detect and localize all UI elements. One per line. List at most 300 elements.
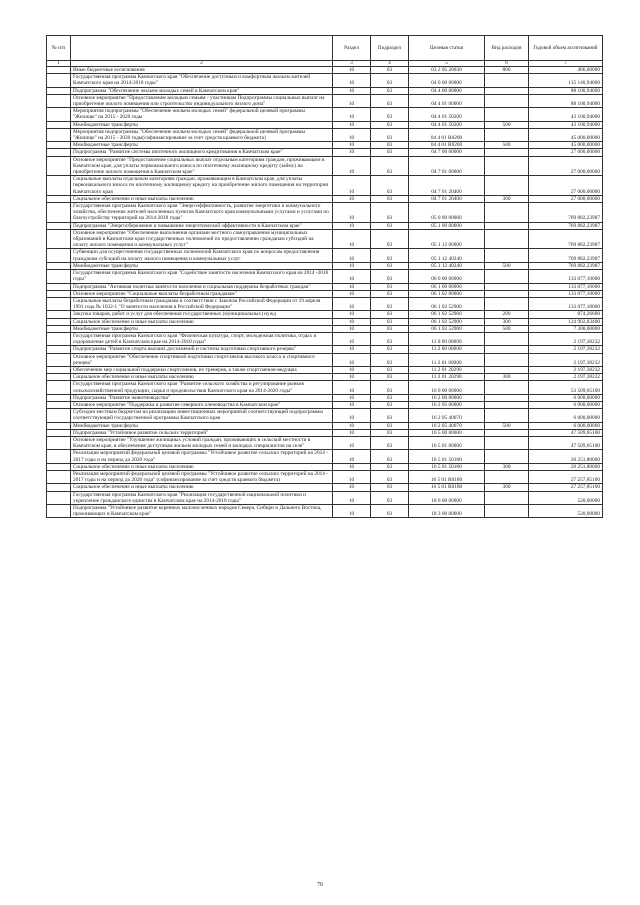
cell-subsection: 03 <box>371 463 409 470</box>
cell-target-article: 03 2 05 20030 <box>409 67 485 74</box>
cell-target-article: 16 5 01 R0180 <box>409 470 485 483</box>
cell-name: Закупка товаров, работ и услуг для обеспечения государственных (муниципальных) нужд <box>71 311 333 318</box>
cell-subsection: 03 <box>371 297 409 310</box>
cell-amount: 20 251,80000 <box>529 450 603 463</box>
table-row <box>47 156 603 176</box>
cell-amount: 769 882,23987 <box>529 262 603 269</box>
cell-name: Государственная программа Камчатского края "Содействие занятости населения Камчатского края на 2014 -2018 годы" <box>71 270 333 283</box>
cell-name: Межбюджетные трансферты <box>71 422 333 429</box>
table-row <box>47 311 603 318</box>
cell-section: 10 <box>333 67 371 74</box>
cell-num <box>47 332 71 345</box>
cell-subsection: 03 <box>371 470 409 483</box>
cell-name: Основное мероприятие "Предоставление молодым семьям - участникам Подпрограммы социальных выплат на приобретение жилого помещения или строительство индивидуального жилого дома" <box>71 94 333 107</box>
cell-expense-type <box>485 366 529 373</box>
table-row <box>47 366 603 373</box>
cell-name: Социальное обеспечение и иные выплаты населению <box>71 195 333 202</box>
cell-section: 10 <box>333 290 371 297</box>
cell-subsection: 03 <box>371 394 409 401</box>
cell-section: 10 <box>333 229 371 249</box>
cell-subsection: 03 <box>371 195 409 202</box>
cell-name: Межбюджетные трансферты <box>71 142 333 149</box>
cell-section: 10 <box>333 94 371 107</box>
cell-section: 10 <box>333 422 371 429</box>
cell-subsection: 03 <box>371 409 409 422</box>
cell-target-article: 16 2 05 40070 <box>409 422 485 429</box>
header-index-cell: 6 <box>485 61 529 67</box>
cell-subsection: 03 <box>371 505 409 518</box>
cell-target-article: 04 4 01 50200 <box>409 121 485 128</box>
cell-amount: 133 077,10000 <box>529 297 603 310</box>
cell-target-article: 04 4 00 00000 <box>409 87 485 94</box>
cell-target-article: 16 5 01 R0180 <box>409 484 485 491</box>
table-row <box>47 505 603 518</box>
cell-amount: 769 882,23987 <box>529 222 603 229</box>
cell-name: Государственная программа Камчатского края "Обеспечение доступным и комфортным жильем жителей Камчатского края на 2014-2018 годы" <box>71 74 333 87</box>
cell-name: Социальные выплаты отдельным категориям граждан, проживающим в Камчатском крае, для уплаты первоначального взноса по ипотечному жилищному кредиту на приобретение жилого помещения на территории Камчатского края <box>71 176 333 196</box>
cell-name: Субсидии местным бюджетам на реализацию инвестиционных мероприятий соответствующей подпрограммы соответствующей государственной программы Камчатского края <box>71 409 333 422</box>
cell-num <box>47 74 71 87</box>
cell-num <box>47 325 71 332</box>
cell-num <box>47 229 71 249</box>
table-row <box>47 128 603 141</box>
cell-name: Мероприятия подпрограммы "Обеспечение жильем молодых семей" федеральной целевой программы "Жилище" на 2015 - 2020 годы(софинансирование за счет средств краевого бюджета) <box>71 128 333 141</box>
cell-target-article: 05 0 00 00000 <box>409 203 485 223</box>
cell-subsection: 03 <box>371 332 409 345</box>
cell-target-article: 06 1 00 00000 <box>409 283 485 290</box>
cell-name: Основное мероприятие "Обеспечение выполнения органами местного самоуправления муниципальных образований в Камчатском крае государственных полномочий по предоставлению гражданам субсидий на оплату жилого помещения и коммунальных услуг" <box>71 229 333 249</box>
cell-amount: 769 882,23987 <box>529 203 603 223</box>
cell-target-article: 06 1 02 00000 <box>409 290 485 297</box>
cell-section: 10 <box>333 283 371 290</box>
cell-amount: 45 000,00000 <box>529 142 603 149</box>
cell-name: Межбюджетные трансферты <box>71 262 333 269</box>
table-row <box>47 429 603 436</box>
header-expense-type: Вид расходов <box>485 36 529 61</box>
cell-section: 10 <box>333 332 371 345</box>
cell-amount: 133 077,10000 <box>529 270 603 283</box>
cell-subsection: 03 <box>371 353 409 366</box>
cell-subsection: 03 <box>371 366 409 373</box>
cell-expense-type <box>485 94 529 107</box>
cell-subsection: 03 <box>371 436 409 449</box>
cell-name: Государственная программа Камчатского края "Физическая культура, спорт, молодежная политика, отдых и оздоровление детей в Камчатском крае на 2014-2018 годы" <box>71 332 333 345</box>
cell-num <box>47 463 71 470</box>
cell-subsection: 03 <box>371 401 409 408</box>
cell-subsection: 03 <box>371 374 409 381</box>
table-row <box>47 108 603 121</box>
cell-section: 10 <box>333 156 371 176</box>
cell-num <box>47 505 71 518</box>
table-body <box>47 67 603 518</box>
table-row <box>47 74 603 87</box>
cell-num <box>47 470 71 483</box>
cell-num <box>47 222 71 229</box>
cell-amount: 2 197,38232 <box>529 332 603 345</box>
cell-amount: 124 902,83400 <box>529 318 603 325</box>
cell-num <box>47 290 71 297</box>
table-row <box>47 283 603 290</box>
cell-section: 10 <box>333 470 371 483</box>
cell-num <box>47 491 71 504</box>
cell-subsection: 03 <box>371 325 409 332</box>
cell-expense-type <box>485 156 529 176</box>
header-section: Раздел <box>333 36 371 61</box>
cell-name: Иные бюджетные ассигнования <box>71 67 333 74</box>
cell-target-article: 04 0 00 00000 <box>409 74 485 87</box>
cell-num <box>47 87 71 94</box>
cell-target-article: 16 2 05 00000 <box>409 401 485 408</box>
cell-expense-type <box>485 283 529 290</box>
cell-target-article: 16 5 01 00000 <box>409 436 485 449</box>
cell-expense-type <box>485 108 529 121</box>
cell-num <box>47 283 71 290</box>
cell-target-article: 04 7 00 00000 <box>409 149 485 156</box>
cell-name: Подпрограмма "Активная политика занятости населения и социальная поддержка безработных граждан" <box>71 283 333 290</box>
cell-target-article: 06 1 02 52900 <box>409 325 485 332</box>
table-row <box>47 142 603 149</box>
cell-name: Основное мероприятие "Предоставление социальных выплат отдельным категориям граждан, проживающим в Камчатском крае, для уплаты первоначального взноса по ипотечному жилищному кредиту (займу) на приобретение жилого помещения в Камчатском крае" <box>71 156 333 176</box>
cell-section: 10 <box>333 463 371 470</box>
cell-subsection: 03 <box>371 108 409 121</box>
cell-expense-type <box>485 470 529 483</box>
cell-num <box>47 394 71 401</box>
cell-amount: 47 509,65100 <box>529 429 603 436</box>
cell-expense-type <box>485 450 529 463</box>
cell-name: Реализация мероприятий федеральной целевой программы "Устойчивое развитие сельских территорий на 2014 - 2017 годы и на период до 2020 года" (софинансирование за счет средств краевого бюджета) <box>71 470 333 483</box>
cell-target-article: 05 1 12 00000 <box>409 229 485 249</box>
cell-num <box>47 176 71 196</box>
cell-target-article: 16 5 00 00000 <box>409 429 485 436</box>
cell-subsection: 03 <box>371 121 409 128</box>
cell-name: Государственная программа Камчатского края "Развитие сельского хозяйства и регулирование рынков сельскохозяйственной продукции, сырья и продовольствия Камчатского края на 2014-2020 годы" <box>71 381 333 394</box>
cell-target-article: 18 3 00 00000 <box>409 505 485 518</box>
cell-subsection: 03 <box>371 262 409 269</box>
cell-section: 10 <box>333 484 371 491</box>
cell-amount: 6 000,00000 <box>529 394 603 401</box>
cell-subsection: 03 <box>371 346 409 353</box>
cell-num <box>47 366 71 373</box>
cell-amount: 6 000,00000 <box>529 422 603 429</box>
cell-target-article: 04 4 01 00000 <box>409 94 485 107</box>
cell-name: Мероприятия подпрограммы "Обеспечение жильем молодых семей" федеральной целевой программы "Жилище" на 2015 - 2020 годы <box>71 108 333 121</box>
cell-expense-type: 500 <box>485 142 529 149</box>
cell-expense-type <box>485 491 529 504</box>
cell-section: 10 <box>333 394 371 401</box>
cell-name: Государственная программа Камчатского края "Энергоэффективность, развитие энергетики и коммунального хозяйства, обеспечение жителей населенных пунктов Камчатского края коммунальными услугами и услугами по благоустройству территорий на 2014-2018 годы" <box>71 203 333 223</box>
cell-expense-type <box>485 436 529 449</box>
header-index-cell: 5 <box>409 61 485 67</box>
cell-amount: 6 000,00000 <box>529 409 603 422</box>
cell-section: 10 <box>333 249 371 262</box>
cell-section: 10 <box>333 318 371 325</box>
cell-section: 10 <box>333 353 371 366</box>
cell-target-article: 05 1 00 00000 <box>409 222 485 229</box>
cell-num <box>47 353 71 366</box>
cell-target-article: 05 1 12 40240 <box>409 249 485 262</box>
cell-amount: 20 251,80000 <box>529 463 603 470</box>
cell-expense-type: 500 <box>485 325 529 332</box>
cell-num <box>47 450 71 463</box>
cell-section: 10 <box>333 74 371 87</box>
cell-section: 10 <box>333 429 371 436</box>
cell-subsection: 03 <box>371 87 409 94</box>
cell-num <box>47 149 71 156</box>
table-row <box>47 87 603 94</box>
cell-target-article: 06 0 00 00000 <box>409 270 485 283</box>
cell-subsection: 03 <box>371 229 409 249</box>
cell-target-article: 06 1 02 52900 <box>409 297 485 310</box>
table-row <box>47 470 603 483</box>
cell-expense-type: 300 <box>485 463 529 470</box>
cell-section: 10 <box>333 325 371 332</box>
cell-num <box>47 422 71 429</box>
cell-name: Подпрограмма "Развитие животноводства" <box>71 394 333 401</box>
cell-expense-type <box>485 149 529 156</box>
cell-section: 10 <box>333 381 371 394</box>
table-row <box>47 463 603 470</box>
cell-amount: 115 140,94000 <box>529 74 603 87</box>
table-row <box>47 325 603 332</box>
cell-amount: 466,00000 <box>529 67 603 74</box>
cell-num <box>47 484 71 491</box>
cell-expense-type: 500 <box>485 121 529 128</box>
cell-section: 10 <box>333 87 371 94</box>
table-row <box>47 176 603 196</box>
cell-amount: 27 000,00000 <box>529 156 603 176</box>
cell-section: 10 <box>333 374 371 381</box>
cell-name: Подпрограмма "Устойчивое развитие сельских территорий" <box>71 429 333 436</box>
page-number: 76 <box>317 882 323 888</box>
cell-amount: 2 197,38232 <box>529 346 603 353</box>
cell-expense-type <box>485 346 529 353</box>
header-amount: Годовой объем ассигнований <box>529 36 603 61</box>
cell-amount: 43 100,94000 <box>529 121 603 128</box>
cell-section: 10 <box>333 491 371 504</box>
table-row <box>47 297 603 310</box>
header-subsection: Подраздел <box>371 36 409 61</box>
cell-expense-type: 300 <box>485 374 529 381</box>
cell-section: 10 <box>333 128 371 141</box>
cell-name: Подпрограмма "Энергосбережение и повышение энергетической эффективности в Камчатском крае" <box>71 222 333 229</box>
table-row <box>47 332 603 345</box>
cell-num <box>47 381 71 394</box>
cell-amount: 27 257,85100 <box>529 470 603 483</box>
cell-subsection: 03 <box>371 484 409 491</box>
cell-subsection: 03 <box>371 283 409 290</box>
cell-amount: 27 000,00000 <box>529 176 603 196</box>
cell-target-article: 16 2 05 40070 <box>409 409 485 422</box>
budget-table <box>46 35 603 518</box>
cell-expense-type <box>485 87 529 94</box>
cell-expense-type: 300 <box>485 195 529 202</box>
cell-name: Межбюджетные трансферты <box>71 325 333 332</box>
cell-section: 10 <box>333 270 371 283</box>
cell-amount: 6 000,00000 <box>529 401 603 408</box>
cell-expense-type <box>485 297 529 310</box>
table-row <box>47 394 603 401</box>
cell-name: Социальное обеспечение и иные выплаты населению <box>71 484 333 491</box>
cell-section: 10 <box>333 505 371 518</box>
table-row <box>47 270 603 283</box>
cell-target-article: 11 2 01 20290 <box>409 366 485 373</box>
cell-subsection: 03 <box>371 429 409 436</box>
cell-target-article: 16 0 00 00000 <box>409 381 485 394</box>
cell-num <box>47 108 71 121</box>
table-row <box>47 67 603 74</box>
header-index-cell: 4 <box>371 61 409 67</box>
header-index-cell: 2 <box>71 61 333 67</box>
cell-section: 10 <box>333 450 371 463</box>
cell-name: Основное мероприятие "Улучшение жилищных условий граждан, проживающих в сельской местности в Камчатском крае, в обеспечение доступным жильем молодых семей и молодых специалистов на селе" <box>71 436 333 449</box>
header-num: № п/п <box>47 36 71 61</box>
cell-expense-type <box>485 176 529 196</box>
table-row <box>47 450 603 463</box>
cell-num <box>47 121 71 128</box>
cell-target-article: 05 1 12 40240 <box>409 262 485 269</box>
cell-name: Основное мероприятие "Обеспечение спортивной подготовки спортсменов высокого класса и спортивного резерва" <box>71 353 333 366</box>
cell-name: Подпрограмма "Развитие системы ипотечного жилищного кредитования в Камчатском крае" <box>71 149 333 156</box>
cell-expense-type: 800 <box>485 67 529 74</box>
cell-subsection: 03 <box>371 94 409 107</box>
cell-target-article: 04 4 01 R0200 <box>409 142 485 149</box>
cell-target-article: 04 7 01 00000 <box>409 156 485 176</box>
table-header <box>47 36 603 67</box>
cell-num <box>47 297 71 310</box>
cell-amount: 27 000,00000 <box>529 149 603 156</box>
cell-num <box>47 401 71 408</box>
cell-section: 10 <box>333 108 371 121</box>
cell-subsection: 03 <box>371 290 409 297</box>
cell-target-article: 06 1 02 52900 <box>409 318 485 325</box>
cell-subsection: 03 <box>371 156 409 176</box>
header-target-article: Целевая статья <box>409 36 485 61</box>
cell-num <box>47 249 71 262</box>
cell-num <box>47 142 71 149</box>
cell-num <box>47 195 71 202</box>
cell-name: Подпрограмма "Обеспечение жильем молодых семей в Камчатском крае" <box>71 87 333 94</box>
cell-num <box>47 409 71 422</box>
cell-num <box>47 67 71 74</box>
cell-expense-type <box>485 249 529 262</box>
cell-name: Межбюджетные трансферты <box>71 121 333 128</box>
cell-expense-type: 200 <box>485 311 529 318</box>
cell-section: 10 <box>333 149 371 156</box>
header-index-cell: 7 <box>529 61 603 67</box>
cell-expense-type <box>485 203 529 223</box>
cell-target-article: 16 5 01 50180 <box>409 463 485 470</box>
cell-section: 10 <box>333 121 371 128</box>
table-row <box>47 94 603 107</box>
cell-subsection: 03 <box>371 128 409 141</box>
cell-expense-type <box>485 394 529 401</box>
table-row <box>47 346 603 353</box>
cell-expense-type <box>485 381 529 394</box>
table-row <box>47 422 603 429</box>
cell-expense-type <box>485 222 529 229</box>
cell-subsection: 03 <box>371 149 409 156</box>
cell-subsection: 03 <box>371 176 409 196</box>
table-row <box>47 262 603 269</box>
cell-subsection: 03 <box>371 222 409 229</box>
cell-amount: 769 882,23987 <box>529 249 603 262</box>
table-row <box>47 374 603 381</box>
table-row <box>47 401 603 408</box>
table-row <box>47 484 603 491</box>
cell-target-article: 04 7 01 20400 <box>409 195 485 202</box>
cell-subsection: 03 <box>371 203 409 223</box>
cell-expense-type <box>485 409 529 422</box>
cell-name: Социальное обеспечение и иные выплаты населению <box>71 463 333 470</box>
cell-target-article: 06 1 02 52900 <box>409 311 485 318</box>
table-row <box>47 491 603 504</box>
table-row <box>47 290 603 297</box>
cell-name: Социальное обеспечение и иные выплаты населению <box>71 318 333 325</box>
cell-amount: 27 257,85100 <box>529 484 603 491</box>
cell-amount: 53 509,65100 <box>529 381 603 394</box>
cell-target-article: 16 2 00 00000 <box>409 394 485 401</box>
cell-amount: 88 100,94000 <box>529 94 603 107</box>
cell-name: Основное мероприятие "Социальные выплаты безработным гражданам" <box>71 290 333 297</box>
cell-num <box>47 346 71 353</box>
cell-expense-type <box>485 505 529 518</box>
cell-section: 10 <box>333 401 371 408</box>
cell-name: Основное мероприятие "Поддержка и развитие северного оленеводства в Камчатском крае" <box>71 401 333 408</box>
cell-target-article: 11 2 00 00000 <box>409 346 485 353</box>
cell-amount: 520,00000 <box>529 491 603 504</box>
cell-num <box>47 203 71 223</box>
table-row <box>47 149 603 156</box>
cell-num <box>47 429 71 436</box>
table-row <box>47 436 603 449</box>
cell-name: Реализация мероприятий федеральной целевой программы "Устойчивое развитие сельских территорий на 2014 - 2017 годы и на период до 2020 года" <box>71 450 333 463</box>
cell-target-article: 18 0 00 00000 <box>409 491 485 504</box>
cell-section: 10 <box>333 297 371 310</box>
cell-section: 10 <box>333 346 371 353</box>
cell-section: 10 <box>333 436 371 449</box>
cell-amount: 45 000,00000 <box>529 128 603 141</box>
table-row <box>47 222 603 229</box>
cell-subsection: 03 <box>371 450 409 463</box>
cell-name: Государственная программа Камчатского края "Реализация государственной национальной политики и укрепление гражданского единства в Камчатском крае на 2014-2018 годы" <box>71 491 333 504</box>
table-row <box>47 203 603 223</box>
cell-target-article: 04 4 01 R0200 <box>409 128 485 141</box>
cell-name: Социальное обеспечение и иные выплаты населению <box>71 374 333 381</box>
table-row <box>47 318 603 325</box>
cell-section: 10 <box>333 142 371 149</box>
cell-name: Социальные выплаты безработным гражданам в соответствии с Законом Российской Федерации от 19 апреля 1991 года № 1032-1 "О занятости населения в Российской Федерации" <box>71 297 333 310</box>
cell-amount: 874,26600 <box>529 311 603 318</box>
cell-target-article: 04 4 01 50200 <box>409 108 485 121</box>
cell-subsection: 03 <box>371 249 409 262</box>
table-row <box>47 195 603 202</box>
cell-subsection: 03 <box>371 491 409 504</box>
cell-num <box>47 156 71 176</box>
cell-amount: 47 509,65100 <box>529 436 603 449</box>
cell-section: 10 <box>333 311 371 318</box>
cell-subsection: 03 <box>371 270 409 283</box>
cell-subsection: 03 <box>371 74 409 87</box>
cell-expense-type: 300 <box>485 484 529 491</box>
cell-amount: 2 197,38232 <box>529 374 603 381</box>
cell-amount: 43 100,94000 <box>529 108 603 121</box>
cell-expense-type: 300 <box>485 318 529 325</box>
table-row <box>47 409 603 422</box>
cell-target-article: 11 2 01 00000 <box>409 353 485 366</box>
cell-expense-type: 500 <box>485 262 529 269</box>
cell-section: 10 <box>333 176 371 196</box>
cell-name: Подпрограмма "Устойчивое развитие коренных малочисленных народов Севера, Сибири и Дальнего Востока, проживающих в Камчатском крае" <box>71 505 333 518</box>
